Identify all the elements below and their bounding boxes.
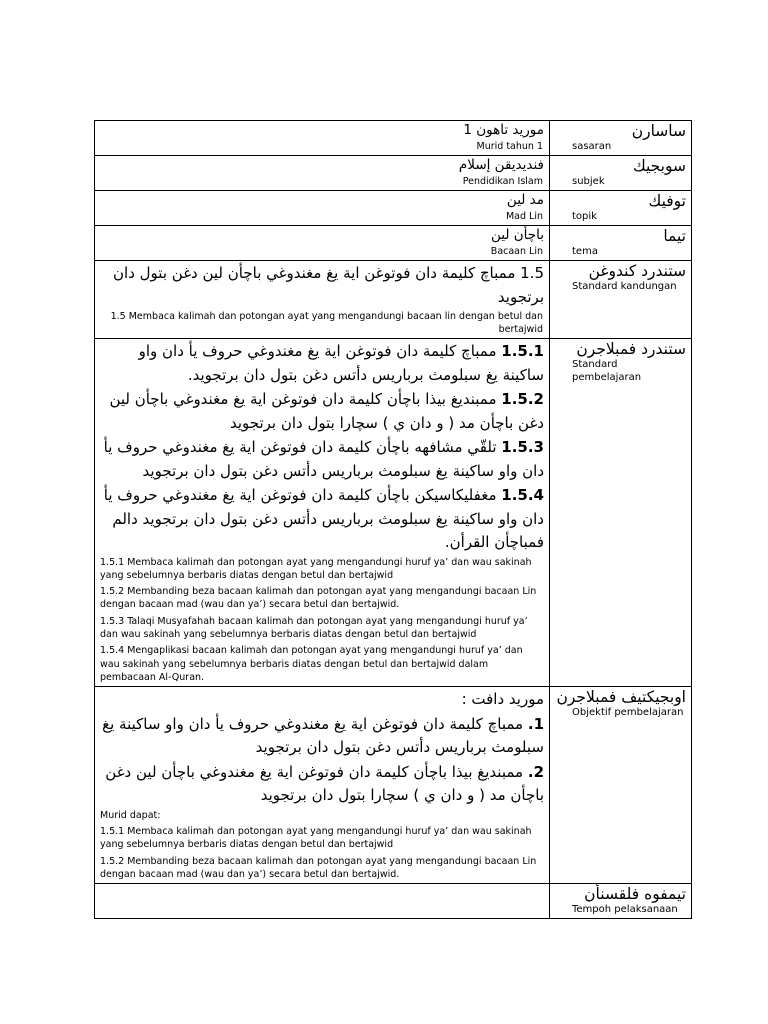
label-cell-standard-kandungan [550,261,692,339]
jawi-item-text: تلقّي مشافهه باچأن كليمة دان فوتوغن اية يغ مغندوغي حروف يأ دان واو ساكينة يغ سبلومث برباريس دأتس دغن بتول دان برتجويد [103,438,544,480]
label-jawi: ستندرد فمبلاجرن [576,340,686,358]
content-jawi: فنديديقن إسلام [458,157,544,173]
jawi-item-text: ممباچ كليمة دان فوتوغن اية يغ مغندوغي حروف يأ دان واو ساكينة يغ سبلومث برباريس دأتس دغن بتول دان برتجويد. [138,342,544,384]
label-malay: subjek [572,176,605,187]
malay-item: 1.5.1 Membaca kalimah dan potongan ayat yang mengandungi huruf ya’ dan wau sakinah yang sebelumnya berbaris diatas dengan betul dan bertajwid [100,825,532,851]
content-cell-sasaran [95,121,550,156]
malay-item: 1.5.4 Mengaplikasi bacaan kalimah dan potongan ayat yang mengandungi huruf ya’ dan wau sakinah yang sebelumnya berbaris diatas dengan betul dan bertajwid dalam pembacaan Al-Quran. [100,645,523,683]
jawi-item-number: 1. [527,714,544,733]
jawi-item [95,712,549,760]
jawi-item [95,339,549,387]
content-cell-objektif-pembelajaran [95,687,550,884]
malay-intro: Murid dapat: [100,809,161,821]
jawi-item-text: ممباچ كليمة دان فوتوغن اية يغ مغندوغي حروف يأ دان واو ساكينة يغ سبلومث برباريس دأتس دغن بتول دان برتجويد [102,714,544,757]
row-tempoh-pelaksanaan [95,884,692,919]
malay-item: 1.5.1 Membaca kalimah dan potongan ayat yang mengandungi huruf ya’ dan wau sakinah yang sebelumnya berbaris diatas dengan betul dan bertajwid [100,556,532,581]
label-jawi: تيما [663,227,686,245]
label-jawi: سوبجيك [632,157,686,175]
content-jawi: باچأن لين [491,227,544,243]
label-cell-standard-pembelajaran [550,339,692,687]
row-sasaran [95,121,692,156]
content-jawi: موريد تاهون 1 [463,122,544,138]
row-tema [95,226,692,261]
content-cell-standard-kandungan [95,261,550,339]
lesson-plan-table [94,120,692,919]
malay-item: 1.5.2 Membanding beza bacaan kalimah dan potongan ayat yang mengandungi bacaan Lin dengan bacaan mad (wau dan ya’) secara betul dan bertajwid. [100,586,537,611]
content-malay: Pendidikan Islam [462,176,543,187]
jawi-item-text: مغفليكاسيكن باچأن كليمة دان فوتوغن اية يغ مغندوغي حروف يأ دان واو ساكينة يغ سبلومث برباريس دأتس دغن بتول دان برتجويد دالم فمباچأن القرأن. [103,486,544,551]
content-cell-tema [95,226,550,261]
row-topik [95,191,692,226]
row-standard-pembelajaran [95,339,692,687]
content-malay: 1.5 Membaca kalimah dan potongan ayat yang mengandungi bacaan lin dengan betul dan bertajwid [110,311,543,335]
malay-item: 1.5.3 Talaqi Musyafahah bacaan kalimah dan potongan ayat yang mengandungi huruf ya’ dan wau sakinah yang sebelumnya berbaris diatas dengan betul dan bertajwid [100,615,528,640]
label-jawi: توفيك [648,192,686,210]
label-malay: Standard pembelajaran [572,359,642,383]
label-jawi: ساسارن [631,122,686,140]
label-cell-topik [550,191,692,226]
jawi-item [95,483,549,555]
label-cell-tempoh-pelaksanaan [550,884,692,919]
label-malay: topik [572,211,597,222]
content-malay [95,884,549,887]
jawi-item [95,387,549,435]
jawi-item [95,435,549,483]
content-malay: Murid tahun 1 [476,141,543,152]
row-objektif-pembelajaran [95,687,692,884]
jawi-intro: موريد دافت : [461,690,544,709]
label-jawi: تيمفوه فلقسنأن [584,885,686,904]
content-cell-subjek [95,156,550,191]
label-cell-subjek [550,156,692,191]
jawi-item-number: 1.5.3 [501,438,544,456]
content-jawi: مد لين [506,192,544,208]
jawi-item-number: 1.5.1 [501,342,544,360]
jawi-item-text: ممبنديغ بيذا باچأن كليمة دان فوتوغن اية يغ مغندوغي باچأن لين دغن باچأن مد ( و دان ي ) سچارا بتول دان برتجويد [109,390,544,432]
label-malay: tema [572,246,598,257]
label-malay: sasaran [572,141,612,152]
content-cell-standard-pembelajaran [95,339,550,687]
jawi-item-number: 2. [527,762,544,781]
label-malay: Tempoh pelaksanaan [572,904,678,916]
content-cell-topik [95,191,550,226]
label-malay: Standard kandungan [572,281,677,292]
row-subjek [95,156,692,191]
content-malay: Mad Lin [505,211,543,222]
content-malay: Bacaan Lin [490,246,543,257]
content-cell-tempoh-pelaksanaan [95,884,550,919]
jawi-item-text: ممبنديغ بيذا باچأن كليمة دان فوتوغن اية يغ مغندوغي باچأن لين دغن باچأن مد ( و دان ي ) سچارا بتول دان برتجويد [105,762,544,805]
jawi-item-number: 1.5.2 [501,390,544,408]
content-jawi: 1.5 ممباچ كليمة دان فوتوغن اية يغ مغندوغي باچأن لين دغن بتول دان برتجويد [113,264,544,306]
label-cell-objektif-pembelajaran [550,687,692,884]
label-jawi: ستندرد كندوغن [588,262,686,280]
label-jawi: اوبجيكتيف فمبلاجرن [556,688,686,707]
jawi-item-number: 1.5.4 [501,486,544,504]
label-malay: Objektif pembelajaran [572,707,684,719]
label-cell-sasaran [550,121,692,156]
jawi-item [95,760,549,808]
malay-item: 1.5.2 Membanding beza bacaan kalimah dan potongan ayat yang mengandungi bacaan Lin dengan bacaan mad (wau dan ya’) secara betul dan bertajwid. [100,855,537,880]
row-standard-kandungan [95,261,692,339]
label-cell-tema [550,226,692,261]
